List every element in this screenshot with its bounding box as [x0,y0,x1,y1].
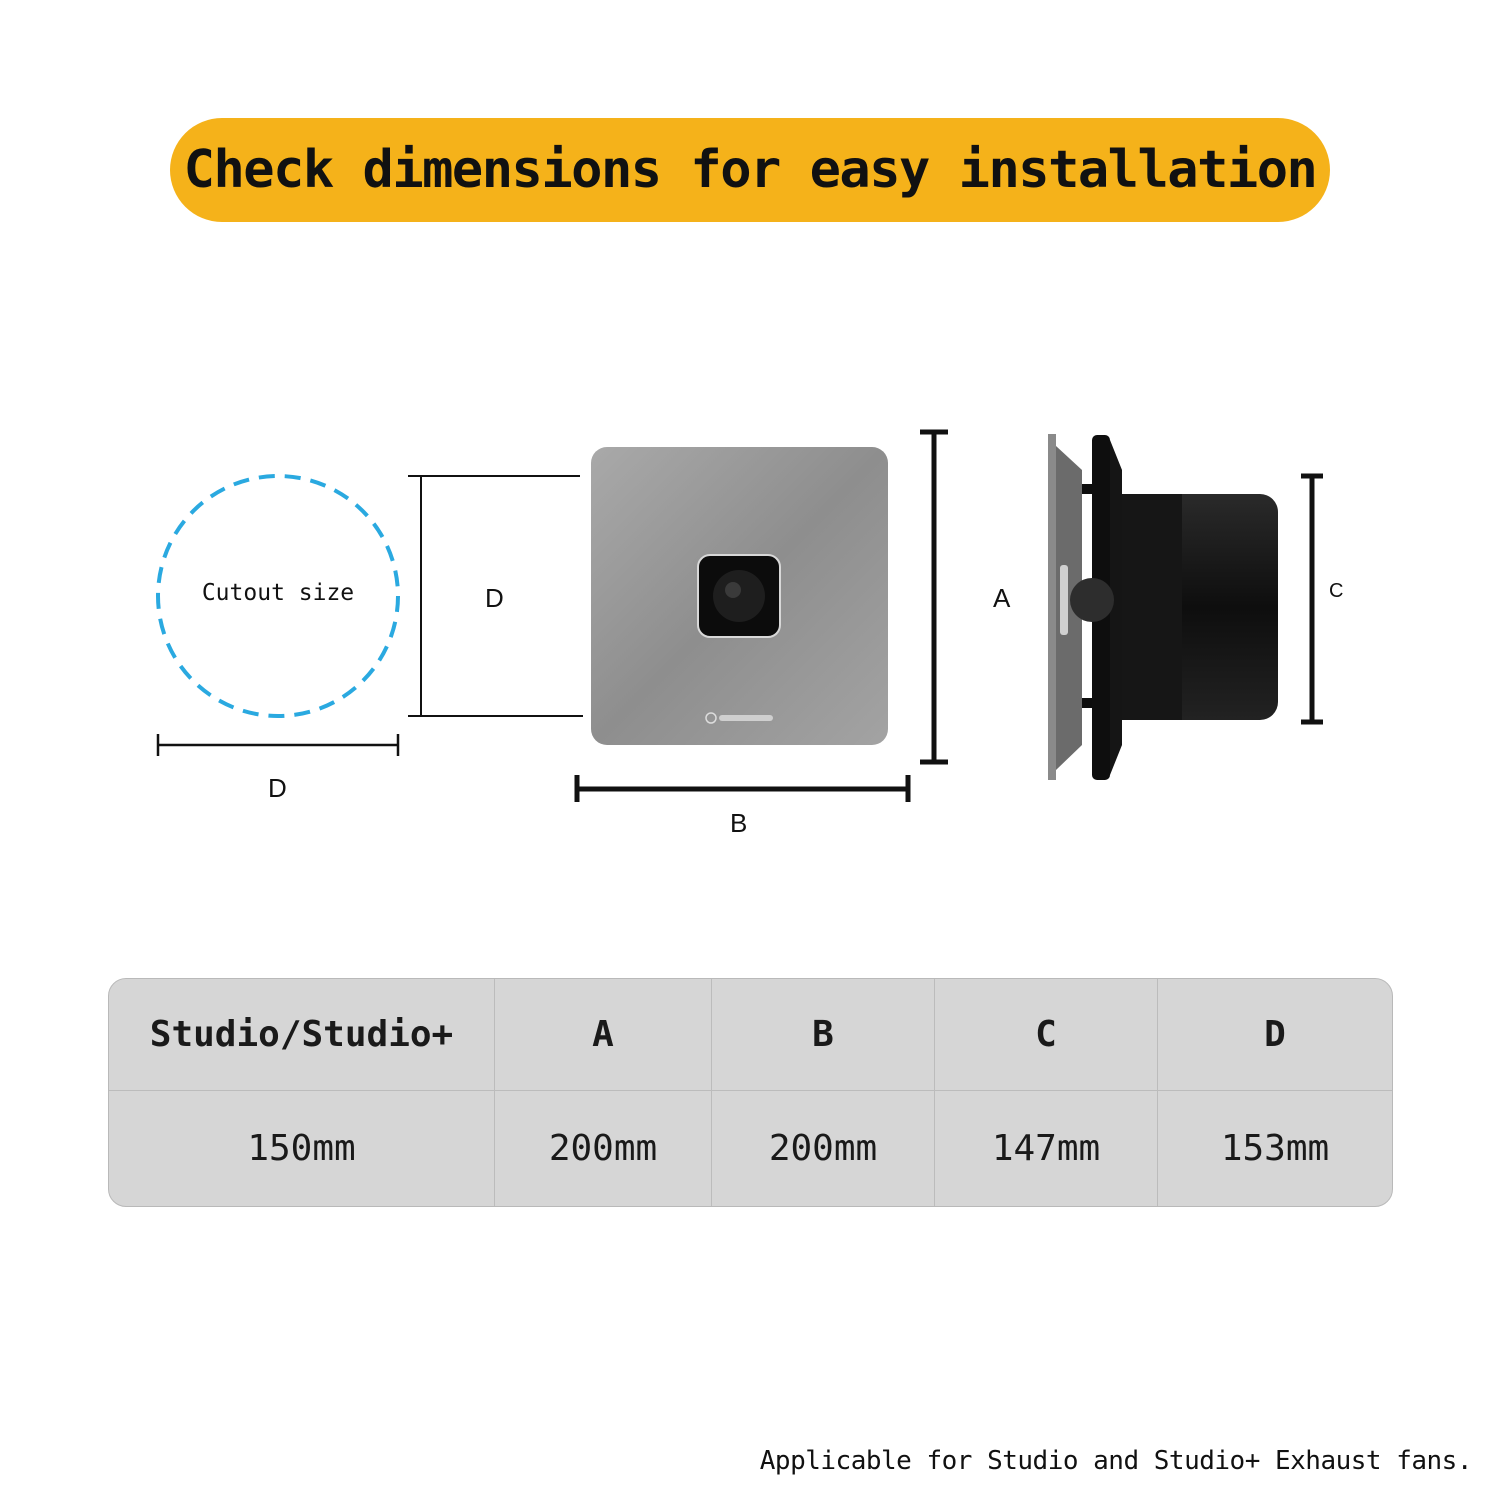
table-header-model: Studio/Studio+ [109,979,495,1091]
front-height-line [920,432,948,762]
table-cell-b: 200mm [712,1091,935,1206]
cutout-width-line [158,734,398,756]
front-a-label: A [993,583,1011,613]
table-header-b: B [712,979,935,1091]
cutout-size-label: Cutout size [201,580,355,606]
side-c-label: C [1329,580,1344,602]
cutout-width-label: D [268,773,287,803]
table-header-a: A [495,979,712,1091]
front-b-label: B [730,808,748,838]
table-cell-c: 147mm [935,1091,1158,1206]
dimensions-table [108,978,1393,1207]
front-d-label: D [485,583,504,613]
table-cell-d: 153mm [1220,1128,1330,1169]
table-header-d: D [1158,979,1392,1091]
page-title: Check dimensions for easy installation [183,140,1317,200]
front-width-line [577,775,908,802]
fan-side-view [1048,434,1278,780]
table-header-c: C [935,979,1158,1091]
table-cell-a: 200mm [495,1091,712,1206]
table-cell-model: 150mm [109,1091,495,1206]
footnote: Applicable for Studio and Studio+ Exhaust fans. [759,1446,1472,1476]
side-height-line [1301,476,1323,722]
